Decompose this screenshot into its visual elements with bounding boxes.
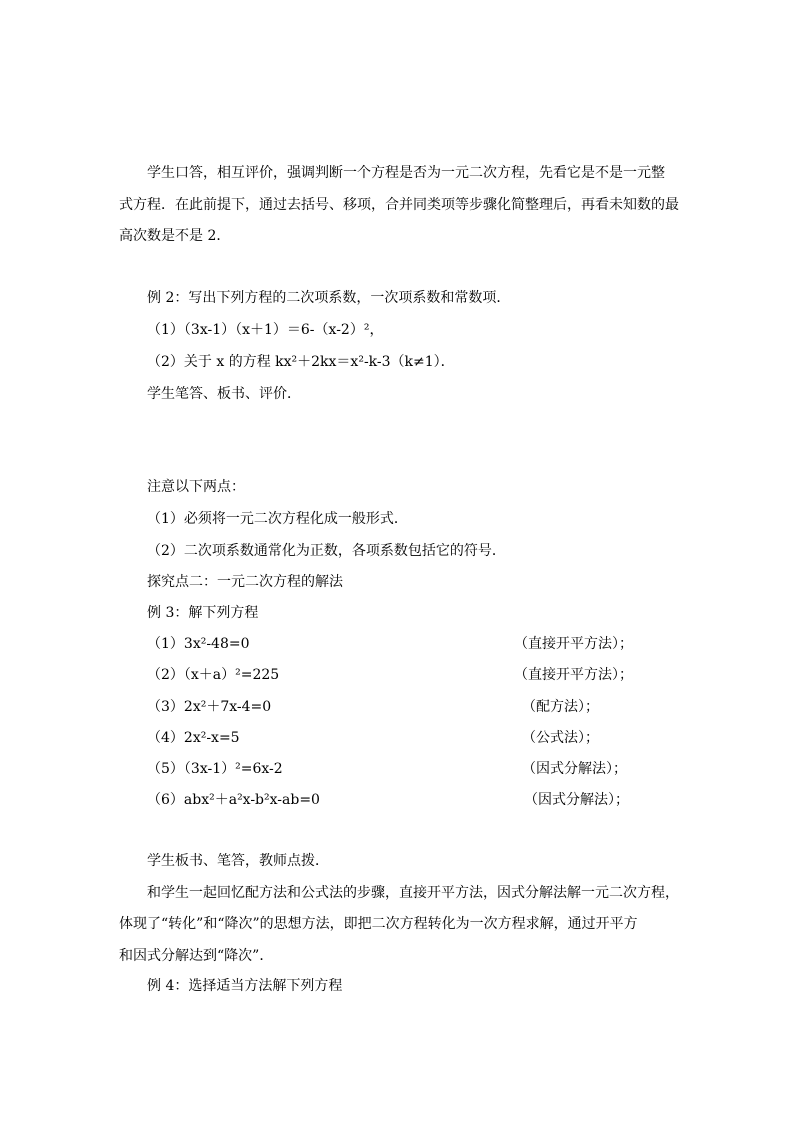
equation: （2）（x＋a）²=225	[147, 667, 280, 683]
equation: （6）abx²＋a²x-b²x-ab=0	[147, 792, 320, 808]
example-2-item-2: （2）关于 x 的方程 kx²＋2kx＝x²-k-3（k≠1）．	[147, 354, 455, 370]
method-label: （公式法）；	[522, 730, 599, 746]
text-line: 高次数是不是 2．	[119, 228, 231, 244]
text-line: 和学生一起回忆配方法和公式法的步骤，直接开平方法，因式分解法解一元二次方程，	[147, 884, 679, 901]
text-line: 体现了“转化”和“降次”的思想方法，即把二次方程转化为一次方程求解，通过开平方	[119, 916, 638, 932]
attention-point-1: （1）必须将一元二次方程化成一般形式．	[147, 511, 408, 527]
example-3-title: 例 3：解下列方程	[147, 605, 259, 621]
method-label: （直接开平方法）；	[514, 667, 633, 683]
attention-point-2: （2）二次项系数通常化为正数，各项系数包括它的符号．	[147, 543, 506, 559]
method-label: （因式分解法）；	[522, 761, 627, 777]
attention-title: 注意以下两点：	[147, 479, 245, 495]
equation-row	[147, 728, 647, 748]
example-2-note: 学生笔答、板书、评价．	[147, 386, 301, 402]
equation-row	[147, 665, 647, 685]
explore-2-title: 探究点二：一元二次方程的解法	[147, 574, 343, 590]
example-2-item-1: （1）（3x-1）（x＋1）＝6-（x-2）²，	[147, 322, 384, 338]
equation-row	[147, 634, 647, 654]
paragraph-intro	[119, 158, 679, 253]
equation: （3）2x²＋7x-4=0	[147, 699, 272, 715]
paragraph-summary	[119, 846, 679, 972]
example-2-title: 例 2：写出下列方程的二次项系数，一次项系数和常数项．	[147, 290, 511, 306]
example-4-title: 例 4：选择适当方法解下列方程	[147, 978, 343, 994]
equation: （4）2x²-x=5	[147, 730, 240, 746]
method-label: （因式分解法）；	[524, 792, 629, 808]
method-label: （配方法）；	[522, 699, 599, 715]
method-label: （直接开平方法）；	[514, 636, 633, 652]
equation-row	[147, 790, 647, 810]
equation: （1）3x²-48=0	[147, 636, 250, 652]
text-line: 和因式分解达到“降次”．	[119, 947, 274, 964]
equation: （5）（3x-1）²=6x-2	[147, 761, 283, 777]
text-line: 式方程．在此前提下，通过去括号、移项，合并同类项等步骤化简整理后，再看未知数的最	[119, 196, 679, 213]
equation-row	[147, 759, 647, 779]
equation-row	[147, 697, 647, 717]
text-line: 学生口答，相互评价，强调判断一个方程是否为一元二次方程，先看它是不是一元整	[147, 165, 665, 181]
text-line: 学生板书、笔答，教师点拨．	[147, 853, 329, 869]
